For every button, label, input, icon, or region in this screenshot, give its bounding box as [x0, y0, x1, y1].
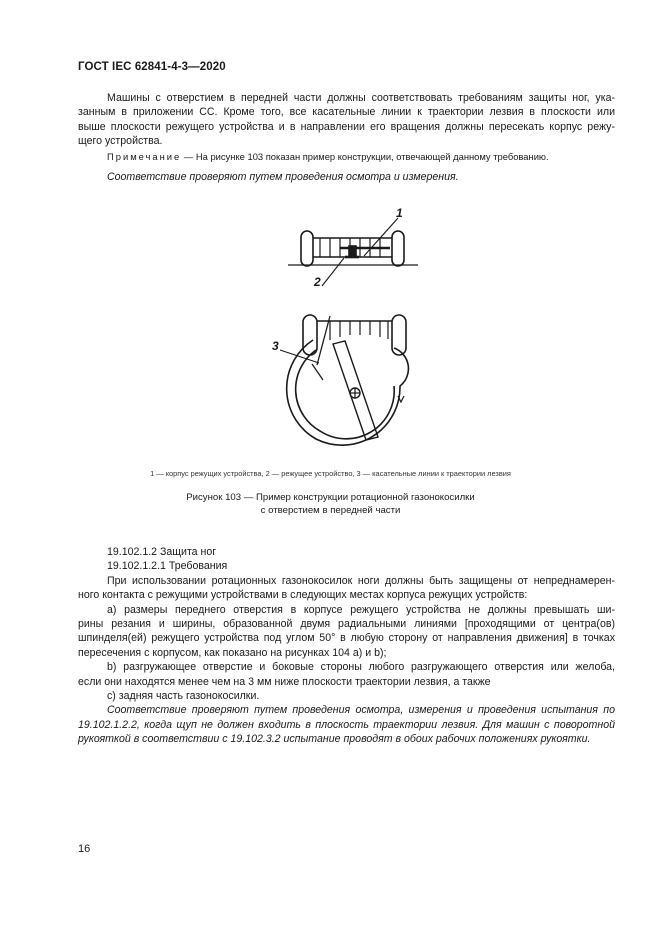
list-item-a-line: пересечения с корпусом, как показано на рисунках 104 а) и b);	[78, 646, 387, 659]
intro-line: Машины с отверстием в передней части должны соответствовать требованиям защиты ног, ука-	[107, 92, 615, 104]
section-heading: 19.102.1.2 Защита ног	[107, 546, 217, 558]
intro-paragraph	[78, 91, 615, 149]
list-item-c: c) задняя часть газонокосилки.	[107, 690, 260, 703]
note-label: Примечание	[107, 151, 182, 162]
list-item-a: a) размеры переднего отверстия в корпусе режущего устройства не должны превышать ши-	[107, 603, 615, 616]
body-line: При использовании ротационных газонокосилок ноги должны быть защищены от непреднамерен-	[107, 574, 615, 587]
document-header: ГОСТ IEC 62841-4-3—2020	[78, 61, 226, 73]
body-line: ного контакта с режущими устройствами в следующих местах корпуса режущих устройств:	[78, 589, 528, 602]
figure-label-1: 1	[396, 206, 403, 220]
figure-legend: 1 — корпус режущих устройства, 2 — режущее устройство, 3 — касательные линии к траектории лезвия	[150, 469, 511, 478]
figure-103	[250, 200, 440, 462]
figure-caption-line1: Рисунок 103 — Пример конструкции ротационной газонокосилки	[186, 492, 475, 503]
note-text: На рисунке 103 показан пример конструкции, отвечающей данному требованию.	[195, 151, 549, 162]
compliance-line: рукояткой в соответствии с 19.102.3.2 испытание проводят в обоих рабочих положениях рукоятки.	[78, 733, 591, 746]
compliance-line: Соответствие проверяют путем проведения осмотра, измерения и проведения испытания по	[107, 704, 615, 717]
figure-caption-line2: с отверстием в передней части	[260, 505, 401, 516]
intro-line: щего устройства.	[78, 135, 163, 148]
figure-label-3: 3	[272, 339, 279, 353]
note-dash: —	[183, 151, 194, 162]
page-number: 16	[78, 843, 91, 855]
compliance-statement: Соответствие проверяют путем проведения осмотра и измерения.	[107, 171, 459, 183]
intro-line: занным в приложении СС. Кроме того, все касательные линии к траектории лезвия в плоскости или	[78, 106, 615, 119]
list-item-a-line: шпинделя(ей) режущего устройства под углом 50° в любую сторону от направления движения] в точках	[78, 632, 615, 645]
note	[107, 151, 549, 162]
compliance-line: 19.102.1.2.2, когда щуп не должен входить в плоскость траектории лезвия. Для машин с поворотной	[78, 718, 615, 731]
side-view-drawing	[288, 231, 418, 266]
figure-label-2: 2	[314, 275, 321, 289]
list-item-b-line: если они находятся менее чем на 3 мм ниже плоскости траектории лезвия, а также	[78, 675, 491, 688]
subsection-heading: 19.102.1.2.1 Требования	[107, 560, 228, 573]
plan-view-drawing	[287, 315, 409, 445]
section-body	[78, 545, 615, 747]
list-item-a-line: рины резания и ширины, образованной двумя радиальными линиями [проходящими от центра(ов)	[78, 618, 615, 631]
intro-line: выше плоскости режущего устройства и в направлении его вращения должны пересекать корпус режу-	[78, 120, 615, 133]
list-item-b: b) разгружающее отверстие и боковые стороны любого разгружающего отверстия или желоба,	[107, 661, 615, 674]
